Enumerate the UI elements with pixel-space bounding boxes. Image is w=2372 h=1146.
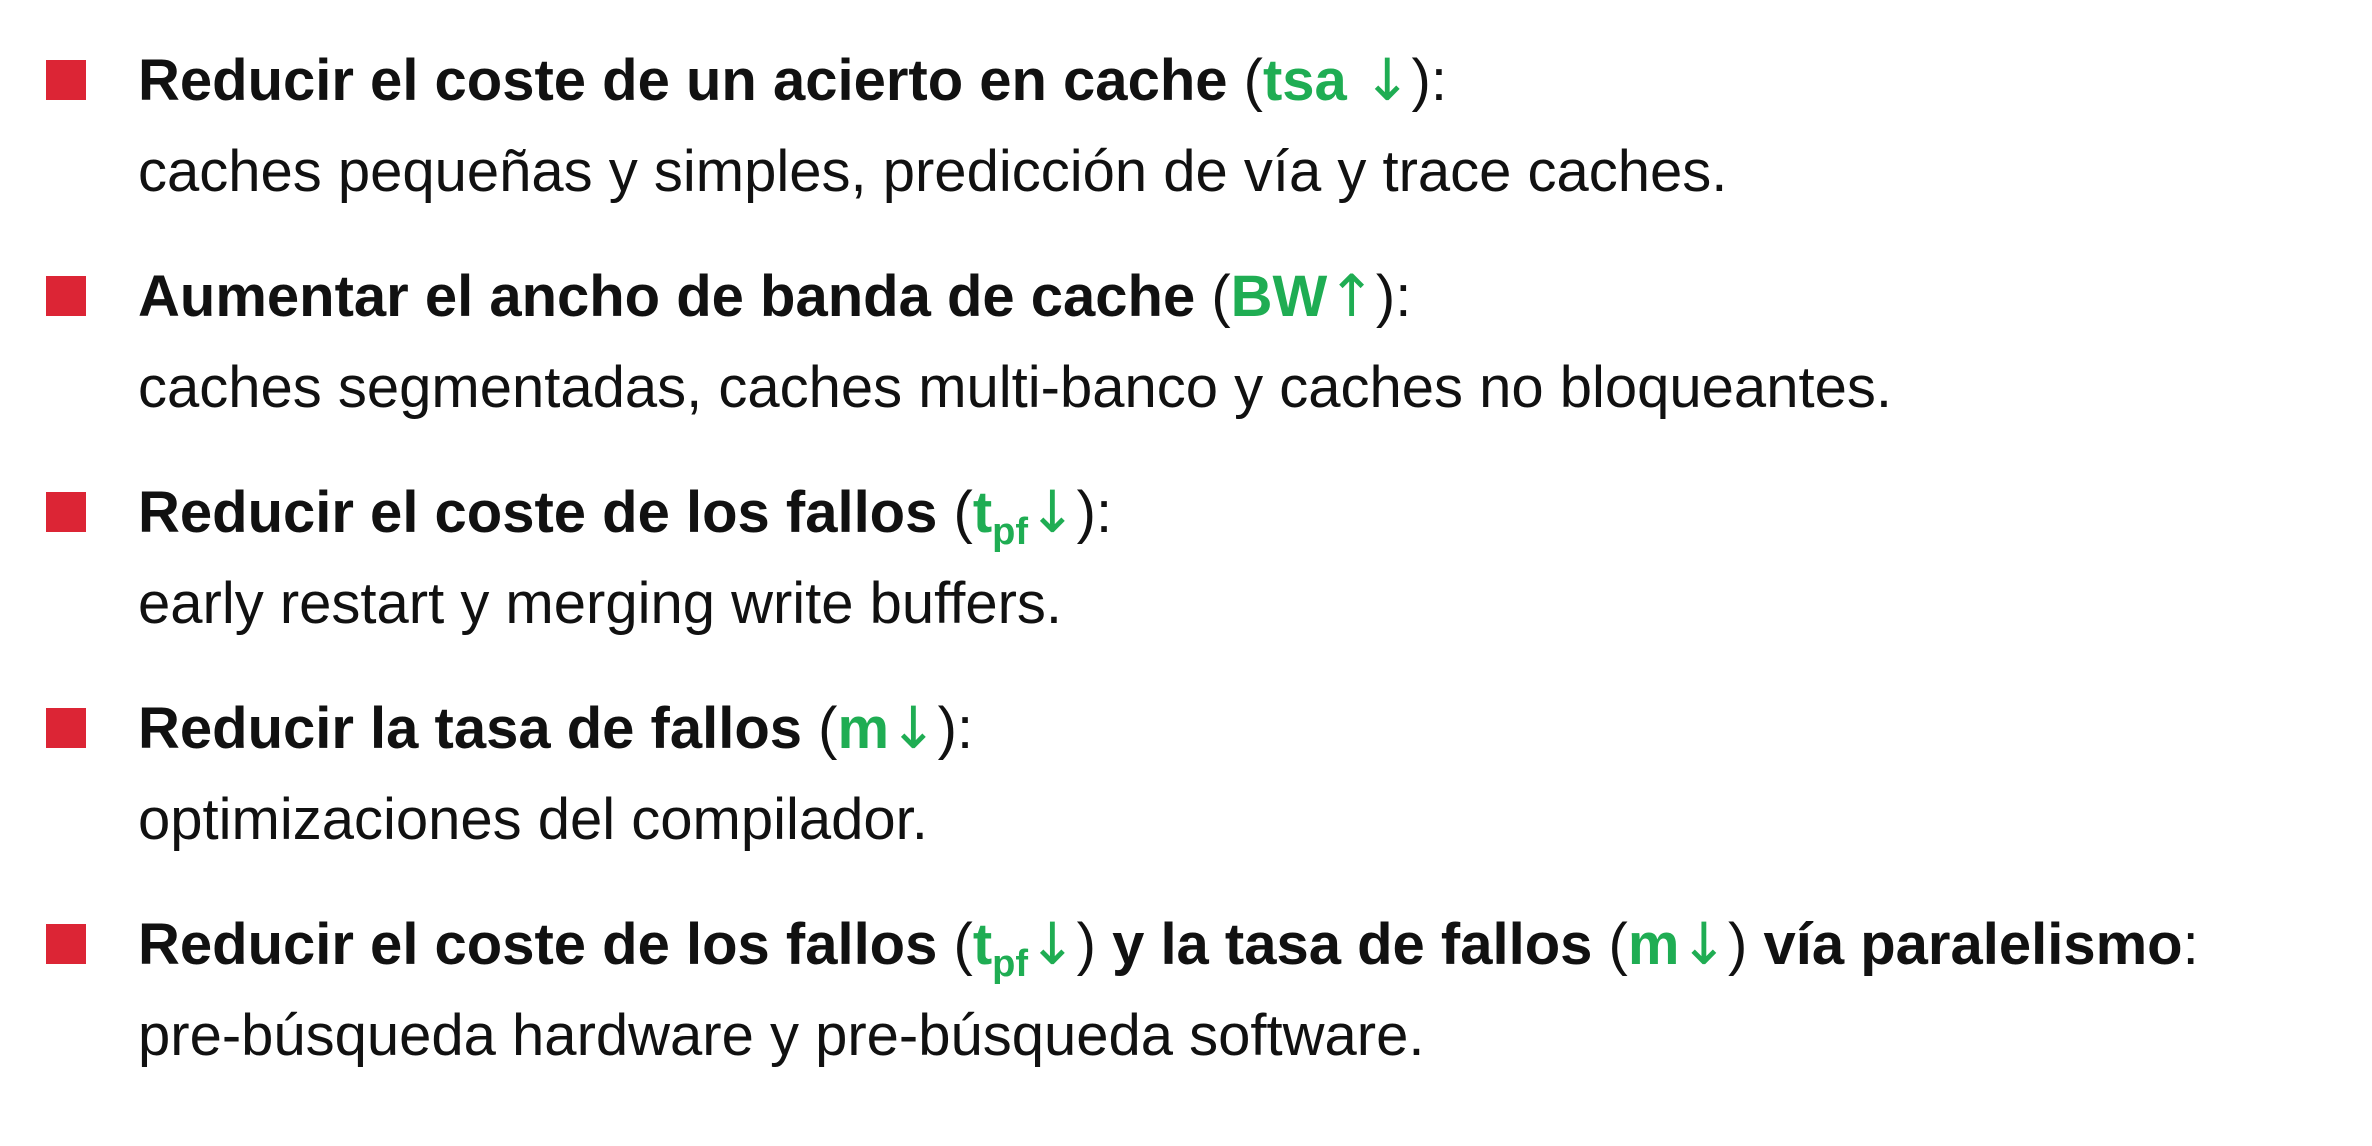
open-paren: ( bbox=[1195, 264, 1231, 329]
open-paren: ( bbox=[1592, 912, 1628, 977]
square-bullet-icon bbox=[46, 492, 86, 532]
square-bullet-icon bbox=[46, 60, 86, 100]
item-heading bbox=[138, 472, 1112, 553]
down-arrow-icon: ↓ bbox=[1028, 478, 1077, 546]
item-heading bbox=[138, 904, 2199, 985]
close-paren: ): bbox=[1076, 480, 1113, 545]
down-arrow-icon: ↓ bbox=[1362, 46, 1412, 114]
close-paren: ): bbox=[1411, 48, 1447, 113]
item-heading bbox=[138, 256, 1411, 337]
colon: : bbox=[2182, 912, 2199, 977]
item-detail: caches segmentadas, caches multi-banco y caches no bloqueantes. bbox=[138, 355, 1892, 420]
item-detail: pre-búsqueda hardware y pre-búsqueda software. bbox=[138, 1003, 1425, 1068]
metric-symbol: tsa bbox=[1262, 48, 1363, 113]
close-paren: ) bbox=[1728, 912, 1748, 977]
list-item bbox=[0, 0, 2372, 204]
heading-text: Reducir el coste de los fallos bbox=[138, 912, 938, 977]
item-heading bbox=[138, 688, 973, 769]
heading-text-end: vía paralelismo bbox=[1747, 912, 2183, 977]
item-detail: early restart y merging write buffers. bbox=[138, 571, 1063, 636]
list-item bbox=[0, 648, 2372, 852]
metric-symbol: m bbox=[837, 696, 890, 761]
item-detail: caches pequeñas y simples, predicción de vía y trace caches. bbox=[138, 139, 1728, 204]
metric-symbol: t bbox=[972, 912, 993, 977]
close-paren: ): bbox=[1375, 264, 1412, 329]
square-bullet-icon bbox=[46, 924, 86, 964]
list-item bbox=[0, 216, 2372, 420]
heading-text: Reducir la tasa de fallos bbox=[138, 696, 803, 761]
metric-symbol: BW bbox=[1230, 264, 1328, 329]
open-paren: ( bbox=[1227, 48, 1263, 113]
open-paren: ( bbox=[937, 912, 973, 977]
heading-text-middle: y la tasa de fallos bbox=[1095, 912, 1593, 977]
heading-text: Reducir el coste de un acierto en cache bbox=[138, 48, 1228, 113]
heading-text: Reducir el coste de los fallos bbox=[138, 480, 938, 545]
heading-text: Aumentar el ancho de banda de cache bbox=[138, 264, 1196, 329]
open-paren: ( bbox=[802, 696, 838, 761]
close-paren: ): bbox=[937, 696, 974, 761]
metric-subscript: pf bbox=[992, 943, 1029, 985]
metric-symbol: t bbox=[972, 480, 993, 545]
metric-subscript: pf bbox=[992, 511, 1029, 553]
down-arrow-icon: ↓ bbox=[1028, 910, 1077, 978]
item-detail: optimizaciones del compilador. bbox=[138, 787, 928, 852]
up-arrow-icon: ↑ bbox=[1327, 262, 1376, 330]
square-bullet-icon bbox=[46, 276, 86, 316]
list-item bbox=[0, 864, 2372, 1068]
item-heading bbox=[138, 40, 1447, 121]
open-paren: ( bbox=[937, 480, 973, 545]
down-arrow-icon: ↓ bbox=[889, 694, 938, 762]
list-item bbox=[0, 432, 2372, 636]
down-arrow-icon: ↓ bbox=[1679, 910, 1729, 978]
square-bullet-icon bbox=[46, 708, 86, 748]
metric-symbol: m bbox=[1627, 912, 1680, 977]
close-paren: ) bbox=[1076, 912, 1096, 977]
